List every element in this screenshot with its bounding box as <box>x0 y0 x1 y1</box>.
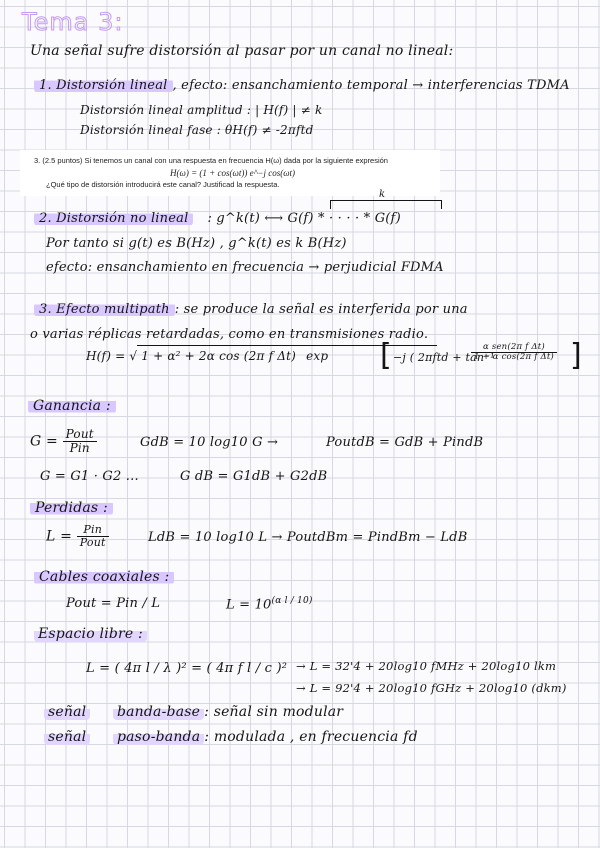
item2-bandwidth: Por tanto si g(t) es B(Hz) , g^k(t) es k B(Hz) <box>46 236 347 251</box>
printed-question: 3. (2.5 puntos) Si tenemos un canal con una respuesta en frecuencia H(ω) dada por la siguiente expresión <box>34 156 388 165</box>
ganancia-heading: Ganancia : <box>28 398 116 414</box>
gain-definition <box>30 428 97 455</box>
loss-lhs: L = <box>46 528 73 545</box>
item1-amplitude: Distorsión lineal amplitud : | H(f) | ≠ k <box>80 103 323 117</box>
loss-definition <box>46 524 109 549</box>
passband-desc: : modulada , en frecuencia fd <box>204 729 418 745</box>
right-bracket: ] <box>570 338 582 373</box>
item2-heading: 2. Distorsión no lineal <box>34 211 193 226</box>
loss-db: LdB = 10 log10 L → PoutdBm = PindBm − LdB <box>148 530 468 545</box>
baseband-term: banda-base <box>113 704 204 720</box>
perdidas-heading-wrap <box>30 501 113 516</box>
passband-signal: señal <box>44 729 90 745</box>
passband-line <box>44 730 418 745</box>
left-bracket: [ <box>380 338 392 373</box>
cables-pout: Pout = Pin / L <box>66 596 161 611</box>
loss-numerator: Pin <box>77 524 109 537</box>
title-label: Tema <box>22 8 90 36</box>
sqrt-bar <box>137 345 437 346</box>
item3-line2: o varias réplicas retardadas, como en transmisiones radio. <box>30 327 429 342</box>
gain-sum: G dB = G1dB + G2dB <box>180 469 328 484</box>
baseband-desc: : señal sin modular <box>204 704 344 720</box>
item3-heading: 3. Efecto multipath <box>34 302 175 317</box>
printed-exercise <box>20 150 440 196</box>
title-number: 3: <box>98 8 124 36</box>
printed-ask: ¿Qué tipo de distorsión introducirá este canal? Justificad la respuesta. <box>46 180 280 189</box>
passband-term: paso-banda <box>113 729 204 745</box>
item3-rest: : se produce la señal es interferida por una <box>174 302 468 317</box>
gain-product: G = G1 · G2 ... <box>40 469 139 484</box>
gain-lhs: G = <box>30 433 58 450</box>
gain-db: GdB = 10 log10 G → <box>140 435 279 450</box>
item3-line <box>34 303 468 317</box>
espacio-heading-wrap <box>34 627 147 642</box>
multipath-fraction <box>471 343 557 363</box>
baseband-line <box>44 705 343 720</box>
item2-formula: : g^k(t) ⟷ G(f) * · · · · * G(f) <box>207 211 401 226</box>
cables-l: L = 10 <box>226 597 272 613</box>
cables-attenuation <box>226 597 313 613</box>
baseband-signal: señal <box>44 704 90 720</box>
multipath-frac-den: 1 + α cos(2π f Δt) <box>474 352 554 363</box>
ganancia-heading-wrap <box>28 399 116 414</box>
item2-effect: efecto: ensanchamiento en frecuencia → perjudicial FDMA <box>46 260 444 275</box>
free-space-formula: L = ( 4π l / λ )² = ( 4π f l / c )² <box>86 661 288 676</box>
loss-denominator: Pout <box>79 536 106 550</box>
multipath-formula <box>86 350 328 363</box>
cables-heading: Cables coaxiales : <box>34 569 174 585</box>
multipath-magnitude: H(f) = √ 1 + α² + 2α cos (2π f Δt) <box>86 349 297 363</box>
multipath-frac-num: α sen(2π f Δt) <box>471 343 557 353</box>
brace-label: k <box>379 189 386 200</box>
free-space-mhz: → L = 32'4 + 20log10 fMHz + 20log10 lkm <box>296 659 557 673</box>
item1-heading: 1. Distorsión lineal <box>34 78 173 93</box>
gain-pout-db: PoutdB = GdB + PindB <box>326 435 484 450</box>
printed-equation: H(ω) = (1 + cos(ωt)) e^−j cos(ωt) <box>170 168 296 178</box>
page-title <box>22 8 123 36</box>
item1-rest: , efecto: ensanchamiento temporal → interferencias TDMA <box>172 78 570 93</box>
item1-phase: Distorsión lineal fase : θH(f) ≠ -2πftd <box>80 123 314 137</box>
multipath-exp-inner: −j ( 2πftd + tan⁻¹ <box>393 351 495 364</box>
cables-l-exponent: (α l / 10) <box>271 596 313 606</box>
intro-line: Una señal sufre distorsión al pasar por un canal no lineal: <box>30 43 454 59</box>
item1-line <box>34 79 570 93</box>
multipath-exp: exp <box>306 349 329 363</box>
espacio-heading: Espacio libre : <box>34 626 147 642</box>
free-space-ghz: → L = 92'4 + 20log10 fGHz + 20log10 (dkm) <box>296 681 567 695</box>
brace-mark <box>330 200 442 209</box>
perdidas-heading: Perdidas : <box>30 500 113 516</box>
cables-heading-wrap <box>34 570 174 585</box>
gain-denominator: Pin <box>69 441 90 456</box>
gain-numerator: Pout <box>63 428 97 442</box>
item2-line <box>34 212 401 226</box>
